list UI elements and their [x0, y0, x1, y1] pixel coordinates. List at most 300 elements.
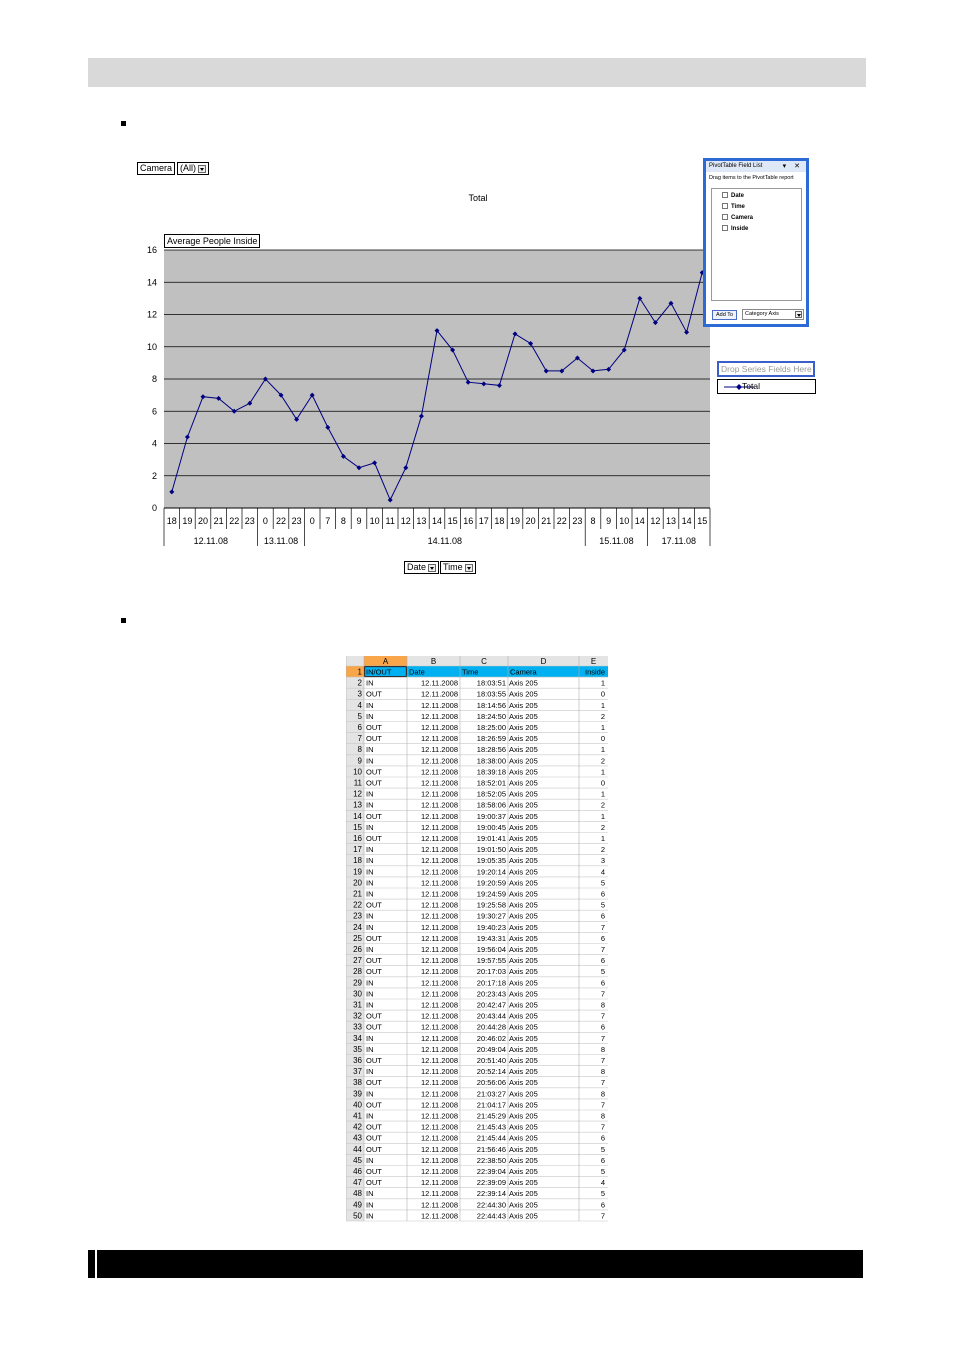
sheet-cell[interactable]: 19:56:04	[476, 945, 506, 954]
sheet-cell[interactable]: IN	[366, 678, 374, 688]
sheet-cell[interactable]: Axis 205	[509, 789, 538, 799]
sheet-cell[interactable]: 12.11.2008	[421, 1056, 458, 1065]
sheet-cell[interactable]: 12.11.2008	[421, 1178, 458, 1188]
sheet-cell[interactable]: 12.11.2008	[421, 711, 458, 721]
sheet-cell[interactable]: 19:40:23	[476, 922, 506, 932]
sheet-cell[interactable]: 20:44:28	[476, 1022, 506, 1032]
checkbox-icon[interactable]	[722, 203, 728, 209]
sheet-cell[interactable]: 0	[600, 689, 605, 699]
sheet-cell[interactable]: 19:43:31	[476, 933, 506, 943]
row-number[interactable]: 6	[357, 723, 362, 732]
sheet-cell[interactable]: 12.11.2008	[421, 1167, 458, 1176]
sheet-cell[interactable]: IN	[366, 1189, 374, 1199]
sheet-cell[interactable]: 12.11.2008	[421, 945, 458, 954]
sheet-cell[interactable]: 6	[600, 889, 605, 899]
row-number[interactable]: 48	[353, 1189, 362, 1199]
sheet-cell[interactable]: 12.11.2008	[421, 922, 458, 932]
row-number[interactable]: 17	[353, 845, 362, 855]
pivot-field-inside[interactable]	[722, 225, 748, 233]
column-letter[interactable]: A	[382, 657, 389, 666]
sheet-cell[interactable]: 12.11.2008	[421, 989, 458, 999]
sheet-cell[interactable]: 18:14:56	[476, 700, 506, 710]
sheet-cell[interactable]: IN	[366, 945, 374, 954]
row-number[interactable]: 50	[353, 1211, 362, 1221]
sheet-cell[interactable]: 5	[600, 1189, 605, 1199]
row-number[interactable]: 38	[353, 1078, 362, 1088]
sheet-cell[interactable]: 2	[600, 822, 605, 832]
sheet-cell[interactable]: 12.11.2008	[421, 889, 458, 899]
sheet-cell[interactable]: OUT	[366, 778, 382, 788]
row-number[interactable]: 13	[353, 800, 362, 810]
row-number[interactable]: 5	[357, 711, 362, 721]
checkbox-icon[interactable]	[722, 192, 728, 198]
sheet-cell[interactable]: 19:25:58	[476, 900, 506, 910]
sheet-cell[interactable]: 20:17:03	[476, 967, 506, 977]
sheet-cell[interactable]: Axis 205	[509, 1000, 538, 1010]
sheet-cell[interactable]: 12.11.2008	[421, 789, 458, 799]
sheet-cell[interactable]: 5	[600, 1167, 605, 1176]
sheet-cell[interactable]: 18:52:01	[476, 778, 506, 788]
sheet-cell[interactable]: 12.11.2008	[421, 1100, 458, 1110]
sheet-cell[interactable]: 7	[600, 1011, 605, 1021]
sheet-cell[interactable]: OUT	[366, 1144, 382, 1154]
sheet-cell[interactable]: 12.11.2008	[421, 867, 458, 877]
row-number[interactable]: 47	[353, 1178, 362, 1188]
sheet-cell[interactable]: 12.11.2008	[421, 700, 458, 710]
y-axis-label[interactable]: Average People Inside	[164, 234, 260, 248]
sheet-cell[interactable]: IN	[366, 1211, 374, 1221]
sheet-cell[interactable]: Axis 205	[509, 1044, 538, 1054]
sheet-cell[interactable]: IN	[366, 1200, 374, 1210]
row-number[interactable]: 23	[353, 911, 362, 921]
sheet-cell[interactable]: 2	[600, 800, 605, 810]
sheet-cell[interactable]: OUT	[366, 723, 382, 732]
sheet-cell[interactable]: Axis 205	[509, 1111, 538, 1121]
sheet-cell[interactable]: OUT	[366, 1011, 382, 1021]
sheet-cell[interactable]: 21:56:46	[476, 1144, 506, 1154]
sheet-cell[interactable]: 18:52:05	[476, 789, 506, 799]
checkbox-icon[interactable]	[722, 225, 728, 231]
sheet-cell[interactable]: 12.11.2008	[421, 856, 458, 866]
sheet-cell[interactable]: 12.11.2008	[421, 1211, 458, 1221]
sheet-cell[interactable]: Axis 205	[509, 1133, 538, 1143]
sheet-cell[interactable]: IN	[366, 989, 374, 999]
sheet-cell[interactable]: 19:00:37	[476, 811, 506, 821]
sheet-cell[interactable]: Axis 205	[509, 756, 538, 766]
sheet-cell[interactable]: OUT	[366, 767, 382, 777]
row-number[interactable]: 40	[353, 1100, 362, 1110]
sheet-cell[interactable]: Axis 205	[509, 745, 538, 755]
sheet-cell[interactable]: 12.11.2008	[421, 1067, 458, 1077]
row-number[interactable]: 19	[353, 867, 362, 877]
sheet-cell[interactable]: 12.11.2008	[421, 845, 458, 855]
sheet-cell[interactable]: Axis 205	[509, 1178, 538, 1188]
sheet-cell[interactable]: 20:56:06	[476, 1078, 506, 1088]
column-letter[interactable]: B	[430, 657, 437, 666]
sheet-cell[interactable]: IN	[366, 700, 374, 710]
row-number[interactable]: 31	[353, 1000, 362, 1010]
sheet-cell[interactable]: 1	[600, 789, 605, 799]
sheet-cell[interactable]: 12.11.2008	[421, 1011, 458, 1021]
row-number[interactable]: 14	[353, 811, 362, 821]
sheet-header-cell[interactable]: Inside	[584, 667, 605, 677]
time-field-button[interactable]	[440, 561, 476, 574]
sheet-cell[interactable]: 5	[600, 878, 605, 888]
row-number[interactable]: 45	[353, 1155, 362, 1165]
sheet-cell[interactable]: 12.11.2008	[421, 734, 458, 744]
sheet-cell[interactable]: 19:01:41	[476, 834, 506, 843]
sheet-cell[interactable]: Axis 205	[509, 989, 538, 999]
sheet-cell[interactable]: 22:44:30	[476, 1200, 506, 1210]
sheet-cell[interactable]: 12.11.2008	[421, 978, 458, 988]
sheet-cell[interactable]: 6	[600, 1200, 605, 1210]
sheet-cell[interactable]: Axis 205	[509, 1100, 538, 1110]
sheet-cell[interactable]: 21:04:17	[476, 1100, 506, 1110]
sheet-cell[interactable]: Axis 205	[509, 1167, 538, 1176]
sheet-cell[interactable]: OUT	[366, 967, 382, 977]
sheet-cell[interactable]: OUT	[366, 1022, 382, 1032]
sheet-cell[interactable]: 2	[600, 845, 605, 855]
row-number[interactable]: 16	[353, 834, 362, 843]
sheet-cell[interactable]: 19:24:59	[476, 889, 506, 899]
sheet-cell[interactable]: 12.11.2008	[421, 1155, 458, 1165]
add-to-button[interactable]: Add To	[712, 310, 737, 320]
sheet-cell[interactable]: 22:38:50	[476, 1155, 506, 1165]
sheet-cell[interactable]: 18:03:51	[476, 678, 506, 688]
sheet-cell[interactable]: 7	[600, 1033, 605, 1043]
drop-series-zone[interactable]: Drop Series Fields Here	[717, 361, 815, 377]
sheet-cell[interactable]: IN	[366, 1067, 374, 1077]
sheet-cell[interactable]: Axis 205	[509, 1122, 538, 1132]
sheet-cell[interactable]: 19:05:35	[476, 856, 506, 866]
sheet-cell[interactable]: Axis 205	[509, 767, 538, 777]
sheet-cell[interactable]: 12.11.2008	[421, 900, 458, 910]
sheet-cell[interactable]: 12.11.2008	[421, 1133, 458, 1143]
sheet-cell[interactable]: Axis 205	[509, 723, 538, 732]
row-number[interactable]: 21	[353, 889, 362, 899]
sheet-cell[interactable]: 12.11.2008	[421, 956, 458, 966]
sheet-cell[interactable]: 7	[600, 922, 605, 932]
sheet-cell[interactable]: Axis 205	[509, 834, 538, 843]
sheet-cell[interactable]: Axis 205	[509, 845, 538, 855]
sheet-cell[interactable]: Axis 205	[509, 811, 538, 821]
sheet-cell[interactable]: Axis 205	[509, 800, 538, 810]
sheet-cell[interactable]: Axis 205	[509, 911, 538, 921]
sheet-cell[interactable]: 20:42:47	[476, 1000, 506, 1010]
sheet-cell[interactable]: 7	[600, 1100, 605, 1110]
sheet-cell[interactable]: IN	[366, 911, 374, 921]
sheet-cell[interactable]: IN	[366, 1155, 374, 1165]
row-number[interactable]: 1	[357, 667, 362, 677]
chevron-down-icon[interactable]	[465, 564, 473, 572]
pivot-field-camera[interactable]	[722, 214, 753, 222]
row-number[interactable]: 36	[353, 1056, 362, 1065]
sheet-cell[interactable]: IN	[366, 822, 374, 832]
sheet-cell[interactable]: 2	[600, 711, 605, 721]
sheet-cell[interactable]: 6	[600, 933, 605, 943]
sheet-cell[interactable]: Axis 205	[509, 867, 538, 877]
row-number[interactable]: 32	[353, 1011, 362, 1021]
area-select[interactable]	[742, 309, 804, 320]
sheet-cell[interactable]: OUT	[366, 956, 382, 966]
sheet-cell[interactable]: 21:03:27	[476, 1089, 506, 1099]
sheet-cell[interactable]: 12.11.2008	[421, 1044, 458, 1054]
sheet-cell[interactable]: 12.11.2008	[421, 911, 458, 921]
sheet-header-cell[interactable]: Date	[409, 667, 425, 677]
sheet-cell[interactable]: 7	[600, 1056, 605, 1065]
row-number[interactable]: 10	[353, 767, 362, 777]
column-letter[interactable]: E	[590, 657, 597, 666]
sheet-cell[interactable]: 20:17:18	[476, 978, 506, 988]
sheet-cell[interactable]: 0	[600, 734, 605, 744]
sheet-cell[interactable]: 12.11.2008	[421, 723, 458, 732]
row-number[interactable]: 29	[353, 978, 362, 988]
sheet-cell[interactable]: 12.11.2008	[421, 1033, 458, 1043]
sheet-cell[interactable]: Axis 205	[509, 1211, 538, 1221]
sheet-cell[interactable]: OUT	[366, 1100, 382, 1110]
sheet-cell[interactable]: 12.11.2008	[421, 800, 458, 810]
sheet-cell[interactable]: 20:52:14	[476, 1067, 506, 1077]
sheet-cell[interactable]: 12.11.2008	[421, 1189, 458, 1199]
row-number[interactable]: 22	[353, 900, 362, 910]
sheet-cell[interactable]: 19:01:50	[476, 845, 506, 855]
sheet-cell[interactable]: IN	[366, 1089, 374, 1099]
sheet-cell[interactable]: 7	[600, 1122, 605, 1132]
sheet-cell[interactable]: IN	[366, 878, 374, 888]
sheet-cell[interactable]: 19:00:45	[476, 822, 506, 832]
sheet-cell[interactable]: IN	[366, 800, 374, 810]
row-number[interactable]: 49	[353, 1200, 362, 1210]
sheet-cell[interactable]: OUT	[366, 1178, 382, 1188]
sheet-cell[interactable]: 2	[600, 756, 605, 766]
sheet-cell[interactable]: 22:39:09	[476, 1178, 506, 1188]
sheet-cell[interactable]: IN	[366, 1000, 374, 1010]
row-number[interactable]: 20	[353, 878, 362, 888]
sheet-cell[interactable]: 20:46:02	[476, 1033, 506, 1043]
sheet-cell[interactable]: 7	[600, 945, 605, 954]
row-number[interactable]: 33	[353, 1022, 362, 1032]
row-number[interactable]: 44	[353, 1144, 362, 1154]
sheet-cell[interactable]: 18:39:18	[476, 767, 506, 777]
sheet-cell[interactable]: 12.11.2008	[421, 878, 458, 888]
chart-legend[interactable]	[717, 379, 816, 394]
sheet-cell[interactable]: 20:49:04	[476, 1044, 506, 1054]
sheet-cell[interactable]: 21:45:44	[476, 1133, 506, 1143]
sheet-cell[interactable]: 12.11.2008	[421, 778, 458, 788]
sheet-cell[interactable]: 8	[600, 1089, 605, 1099]
sheet-cell[interactable]: 0	[600, 778, 605, 788]
sheet-cell[interactable]: 12.11.2008	[421, 1089, 458, 1099]
sheet-cell[interactable]: 6	[600, 1133, 605, 1143]
sheet-cell[interactable]: 18:38:00	[476, 756, 506, 766]
row-number[interactable]: 26	[353, 945, 362, 954]
sheet-cell[interactable]: 18:24:50	[476, 711, 506, 721]
sheet-cell[interactable]: 1	[600, 811, 605, 821]
sheet-cell[interactable]: 12.11.2008	[421, 767, 458, 777]
sheet-cell[interactable]: Axis 205	[509, 1200, 538, 1210]
sheet-cell[interactable]: IN	[366, 745, 374, 755]
sheet-cell[interactable]: Axis 205	[509, 956, 538, 966]
column-letter[interactable]: D	[540, 657, 547, 666]
sheet-cell[interactable]: 7	[600, 1078, 605, 1088]
sheet-cell[interactable]: 18:58:06	[476, 800, 506, 810]
sheet-cell[interactable]: Axis 205	[509, 889, 538, 899]
sheet-cell[interactable]: Axis 205	[509, 734, 538, 744]
sheet-cell[interactable]: 19:30:27	[476, 911, 506, 921]
row-number[interactable]: 41	[353, 1111, 362, 1121]
sheet-cell[interactable]: 6	[600, 1022, 605, 1032]
sheet-cell[interactable]: Axis 205	[509, 967, 538, 977]
sheet-cell[interactable]: Axis 205	[509, 978, 538, 988]
sheet-cell[interactable]: Axis 205	[509, 933, 538, 943]
row-number[interactable]: 3	[357, 689, 362, 699]
sheet-cell[interactable]: 12.11.2008	[421, 1144, 458, 1154]
sheet-cell[interactable]: 12.11.2008	[421, 933, 458, 943]
sheet-cell[interactable]: 8	[600, 1000, 605, 1010]
sheet-cell[interactable]: Axis 205	[509, 922, 538, 932]
sheet-cell[interactable]: 21:45:43	[476, 1122, 506, 1132]
row-number[interactable]: 27	[353, 956, 362, 966]
sheet-cell[interactable]: Axis 205	[509, 778, 538, 788]
sheet-cell[interactable]: 20:23:43	[476, 989, 506, 999]
sheet-cell[interactable]: 22:39:04	[476, 1167, 506, 1176]
sheet-cell[interactable]: 12.11.2008	[421, 811, 458, 821]
close-icon[interactable]: ▾ ✕	[782, 163, 803, 170]
sheet-cell[interactable]: Axis 205	[509, 689, 538, 699]
row-number[interactable]: 42	[353, 1122, 362, 1132]
sheet-cell[interactable]: 1	[600, 723, 605, 732]
sheet-cell[interactable]: Axis 205	[509, 878, 538, 888]
sheet-cell[interactable]: IN	[366, 845, 374, 855]
sheet-cell[interactable]: 8	[600, 1044, 605, 1054]
sheet-cell[interactable]: Axis 205	[509, 856, 538, 866]
sheet-cell[interactable]: Axis 205	[509, 822, 538, 832]
sheet-cell[interactable]: 4	[600, 1178, 605, 1188]
sheet-cell[interactable]: OUT	[366, 1167, 382, 1176]
sheet-header-cell[interactable]: IN/OUT	[366, 667, 392, 677]
row-number[interactable]: 18	[353, 856, 362, 866]
sheet-cell[interactable]: 8	[600, 1111, 605, 1121]
row-number[interactable]: 4	[357, 700, 362, 710]
row-number[interactable]: 24	[353, 922, 362, 932]
sheet-cell[interactable]: 19:20:14	[476, 867, 506, 877]
sheet-cell[interactable]: 12.11.2008	[421, 1200, 458, 1210]
row-number[interactable]: 25	[353, 933, 362, 943]
sheet-cell[interactable]: 20:51:40	[476, 1056, 506, 1065]
sheet-cell[interactable]: IN	[366, 1044, 374, 1054]
sheet-cell[interactable]: IN	[366, 856, 374, 866]
sheet-cell[interactable]: Axis 205	[509, 945, 538, 954]
sheet-cell[interactable]: 12.11.2008	[421, 689, 458, 699]
sheet-cell[interactable]: 1	[600, 678, 605, 688]
sheet-cell[interactable]: Axis 205	[509, 1155, 538, 1165]
sheet-cell[interactable]: Axis 205	[509, 678, 538, 688]
sheet-cell[interactable]: OUT	[366, 1133, 382, 1143]
row-number[interactable]: 2	[357, 678, 362, 688]
sheet-cell[interactable]: 18:25:00	[476, 723, 506, 732]
sheet-cell[interactable]: 1	[600, 700, 605, 710]
row-number[interactable]: 28	[353, 967, 362, 977]
sheet-cell[interactable]: 6	[600, 978, 605, 988]
row-number[interactable]: 7	[357, 734, 362, 744]
sheet-cell[interactable]: 1	[600, 767, 605, 777]
sheet-cell[interactable]: 5	[600, 1144, 605, 1154]
sheet-cell[interactable]: 12.11.2008	[421, 1111, 458, 1121]
sheet-cell[interactable]: Axis 205	[509, 1067, 538, 1077]
sheet-header-cell[interactable]: Camera	[510, 667, 537, 677]
row-number[interactable]: 15	[353, 822, 362, 832]
sheet-cell[interactable]: IN	[366, 1033, 374, 1043]
sheet-cell[interactable]: 18:26:59	[476, 734, 506, 744]
row-number[interactable]: 9	[357, 756, 362, 766]
sheet-cell[interactable]: 12.11.2008	[421, 822, 458, 832]
sheet-cell[interactable]: Axis 205	[509, 900, 538, 910]
sheet-cell[interactable]: 22:44:43	[476, 1211, 506, 1221]
sheet-cell[interactable]: 8	[600, 1067, 605, 1077]
sheet-cell[interactable]: 21:45:29	[476, 1111, 506, 1121]
sheet-cell[interactable]: 12.11.2008	[421, 1000, 458, 1010]
row-number[interactable]: 35	[353, 1044, 362, 1054]
column-letter[interactable]: C	[481, 657, 487, 666]
sheet-cell[interactable]: 12.11.2008	[421, 1078, 458, 1088]
sheet-cell[interactable]: IN	[366, 978, 374, 988]
pivot-field-date[interactable]	[722, 192, 744, 200]
camera-field-button[interactable]: Camera	[137, 162, 175, 175]
sheet-cell[interactable]: Axis 205	[509, 1144, 538, 1154]
sheet-cell[interactable]: OUT	[366, 1122, 382, 1132]
row-number[interactable]: 37	[353, 1067, 362, 1077]
sheet-cell[interactable]: 5	[600, 967, 605, 977]
sheet-cell[interactable]: 7	[600, 989, 605, 999]
sheet-cell[interactable]: 20:43:44	[476, 1011, 506, 1021]
row-number[interactable]: 30	[353, 989, 362, 999]
sheet-cell[interactable]: IN	[366, 711, 374, 721]
sheet-cell[interactable]: IN	[366, 756, 374, 766]
sheet-cell[interactable]: 7	[600, 1211, 605, 1221]
row-number[interactable]: 43	[353, 1133, 362, 1143]
sheet-cell[interactable]: Axis 205	[509, 1089, 538, 1099]
sheet-cell[interactable]: 12.11.2008	[421, 834, 458, 843]
sheet-cell[interactable]: IN	[366, 867, 374, 877]
sheet-cell[interactable]: 19:57:55	[476, 956, 506, 966]
row-number[interactable]: 34	[353, 1033, 362, 1043]
chevron-down-icon[interactable]	[428, 564, 436, 572]
sheet-cell[interactable]: 18:03:55	[476, 689, 506, 699]
sheet-cell[interactable]: 12.11.2008	[421, 745, 458, 755]
sheet-cell[interactable]: 6	[600, 956, 605, 966]
chevron-down-icon[interactable]	[795, 311, 802, 318]
sheet-cell[interactable]: 5	[600, 900, 605, 910]
sheet-cell[interactable]: 12.11.2008	[421, 967, 458, 977]
sheet-cell[interactable]: 6	[600, 1155, 605, 1165]
sheet-cell[interactable]: OUT	[366, 811, 382, 821]
sheet-cell[interactable]: 3	[600, 856, 605, 866]
row-number[interactable]: 39	[353, 1089, 362, 1099]
sheet-cell[interactable]: IN	[366, 789, 374, 799]
sheet-cell[interactable]: 12.11.2008	[421, 756, 458, 766]
sheet-cell[interactable]: 12.11.2008	[421, 1122, 458, 1132]
sheet-cell[interactable]: 22:39:14	[476, 1189, 506, 1199]
row-number[interactable]: 11	[353, 778, 362, 788]
sheet-cell[interactable]: Axis 205	[509, 1033, 538, 1043]
sheet-cell[interactable]: 4	[600, 867, 605, 877]
row-number[interactable]: 12	[353, 789, 362, 799]
pivot-field-time[interactable]	[722, 203, 745, 211]
sheet-cell[interactable]: Axis 205	[509, 700, 538, 710]
sheet-header-cell[interactable]: Time	[462, 667, 479, 677]
sheet-cell[interactable]: 18:28:56	[476, 745, 506, 755]
sheet-cell[interactable]: Axis 205	[509, 1022, 538, 1032]
